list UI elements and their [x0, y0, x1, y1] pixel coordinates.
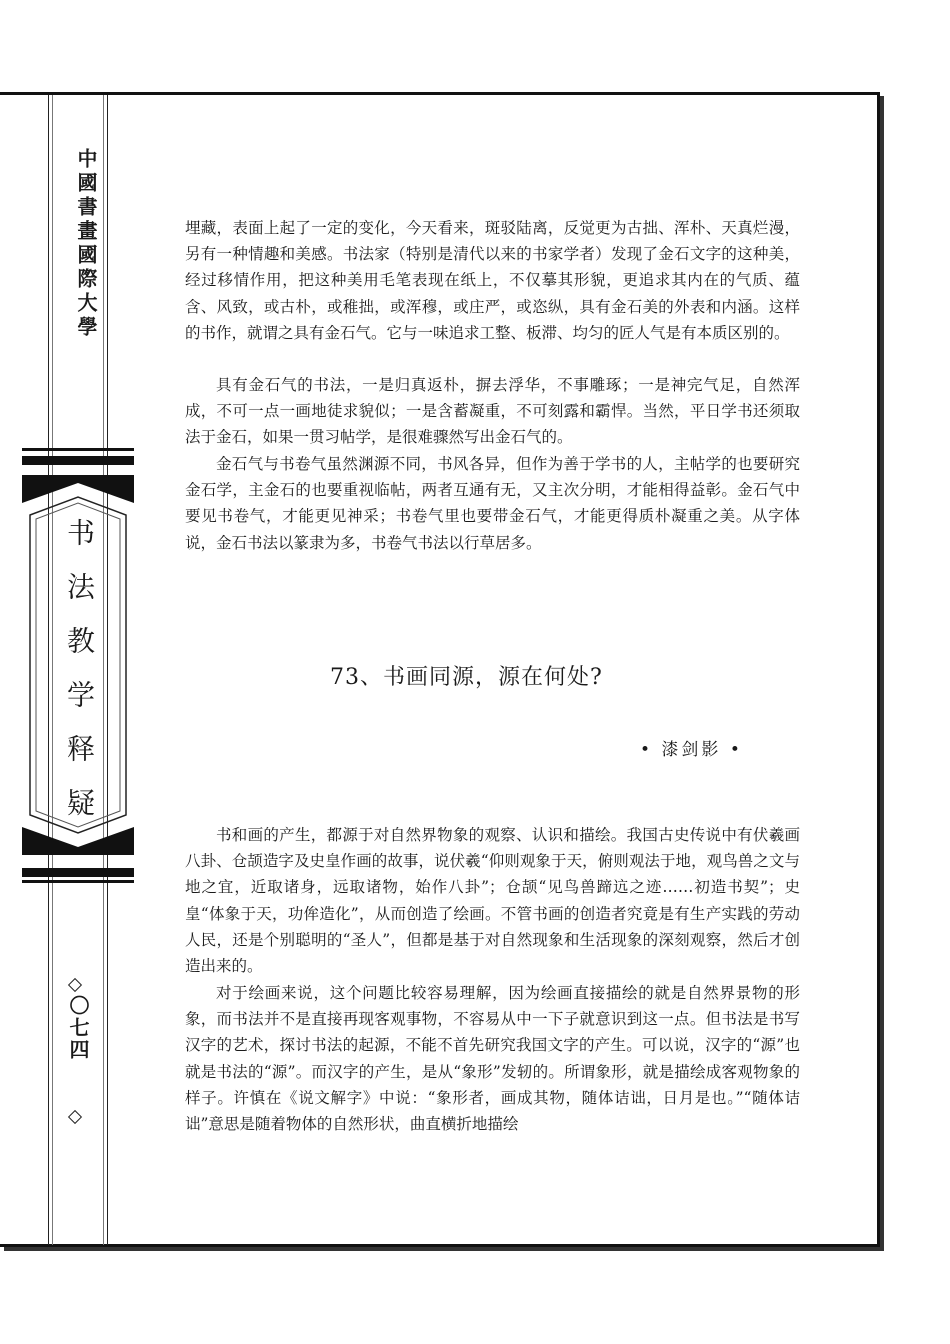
- paragraph: 具有金石气的书法，一是归真返朴，摒去浮华，不事雕琢；一是神完气足，自然浑成，不可一点一画地徒求貌似；一是含蓄凝重，不可刻露和霸悍。当然，平日学书还须取法于金石，如果一贯习帖学，是很难骤然写出金石气的。: [185, 376, 800, 447]
- banner-bottom-rule: [22, 880, 134, 883]
- paragraph-continued: 埋藏，表面上起了一定的变化，今天看来，斑驳陆离，反觉更为古拙、浑朴、天真烂漫，另有一种情趣和美感。书法家（特别是清代以来的书家学者）发现了金石文字的这种美，经过移情作用，把这种美用毛笔表现在纸上，不仅摹其形貌，更追求其内在的气质、蕴含、风致，或古朴，或稚拙，或浑穆，或庄严，或恣纵，具有金石美的外表和内涵。这样的书作，就谓之具有金石气。它与一味追求工整、板滞、均匀的匠人气是有本质区别的。: [185, 219, 800, 342]
- banner-bottom-bar: [22, 868, 134, 877]
- banner-top-rule: [22, 448, 134, 451]
- paragraph: 金石气与书卷气虽然渊源不同，书风各异，但作为善于学书的人，主帖学的也要研究金石学，主金石的也要重视临帖，两者互通有无，又主次分明，才能相得益彰。金石气中要见书卷气，才能更见神采；书卷气里也要带金石气，才能更得质朴凝重之美。从字体说，金石书法以篆隶为多，书卷气书法以行草居多。: [185, 455, 800, 552]
- paragraph: 书和画的产生，都源于对自然界物象的观察、认识和描绘。我国古史传说中有伏羲画八卦、仓颉造字及史皇作画的故事，说伏羲“仰则观象于天，俯则观法于地，观鸟兽之文与地之宜，近取诸身，远取诸物，始作八卦”；仓颉“见鸟兽蹄迒之迹……初造书契”；史皇“体象于天，功侔造化”，从而创造了绘画。不管书画的创造者究竟是有生产实践的劳动人民，还是个别聪明的“圣人”，但都是基于对自然现象和生活现象的深刻观察，然后才创造出来的。: [185, 826, 800, 976]
- book-title: 书法教学释疑: [63, 518, 96, 842]
- section-author: • 漆剑影 •: [640, 740, 743, 760]
- page-number: 〇七四: [66, 995, 90, 1061]
- school-name: 中國書畫國際大學: [74, 148, 98, 340]
- paragraph: 对于绘画来说，这个问题比较容易理解，因为绘画直接描绘的就是自然界景物的形象，而书法并不是直接再现客观事物，不容易从中一下子就意识到这一点。但书法是书写汉字的艺术，探讨书法的起源，不能不首先研究我国文字的产生。可以说，汉字的“源”也就是书法的“源”。而汉字的产生，是从“象形”发轫的。所谓象形，就是描绘成客观物象的样子。许慎在《说文解字》中说：“象形者，画成其物，随体诘诎，日月是也。”“随体诘诎”意思是随着物体的自然形状，曲直横折地描绘: [185, 984, 800, 1134]
- section-title: 73、书画同源，源在何处?: [330, 665, 603, 690]
- banner-top-bar: [22, 456, 134, 465]
- banner-cap-top: [22, 475, 134, 503]
